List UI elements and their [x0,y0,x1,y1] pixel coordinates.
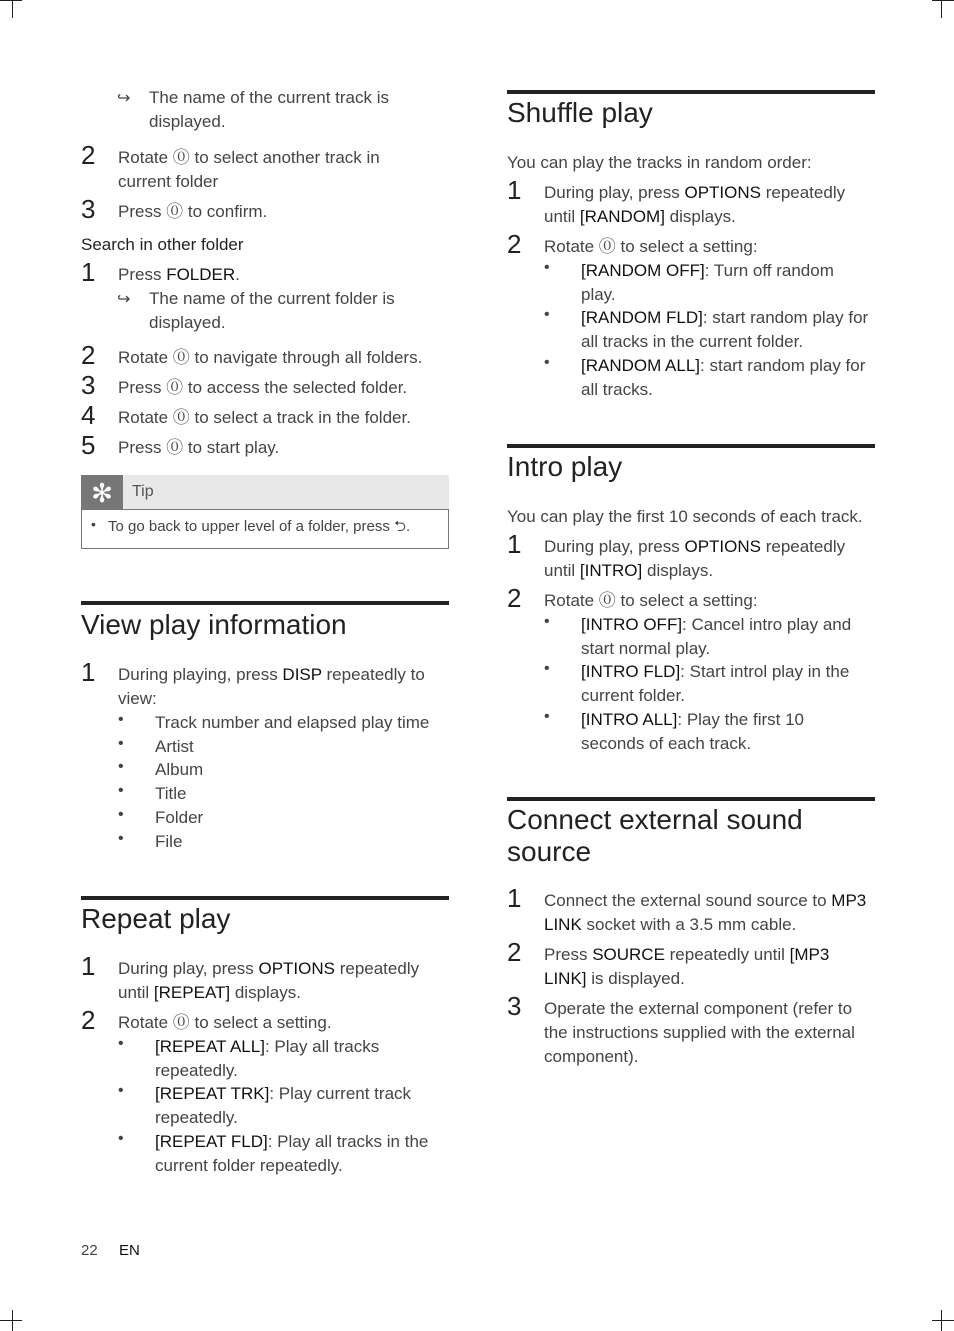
bullet: • [544,708,550,725]
step-text: Rotate ⓪ to navigate through all folders. [118,348,423,367]
list-item: [REPEAT FLD]: Play all tracks in the current folder repeatedly. [155,1132,429,1175]
step-text: Rotate ⓪ to select a setting. [118,1013,332,1032]
step-number: 1 [81,951,96,981]
section-title: Intro play [507,451,623,482]
section-rule [81,896,449,900]
result-arrow-icon: ↪ [117,90,131,107]
section-intro: You can play the first 10 seconds of each track. [507,507,863,526]
section-rule [81,601,449,605]
step-text: Press SOURCE repeatedly until [MP3 LINK] is displayed. [544,945,830,988]
list-item: Album [155,760,204,779]
step-text: Rotate ⓪ to select another track in current folder [118,148,380,191]
list-item: [RANDOM ALL]: start random play for all tracks. [581,356,866,399]
section-title: Connect external sound source [507,804,803,867]
bullet: • [118,782,124,799]
crop-mark [12,0,13,18]
step-number: 2 [81,1005,96,1035]
bullet: • [544,306,550,323]
step-number: 1 [81,657,96,687]
step-number: 3 [507,991,522,1021]
list-item: File [155,832,183,851]
result-text: The name of the current folder is displayed. [149,289,395,332]
subsection-title: Search in other folder [81,235,244,254]
step-number: 3 [81,194,96,224]
step-text: Press FOLDER. [118,265,240,284]
tip-text: To go back to upper level of a folder, press ⮌. [108,518,411,535]
step-number: 2 [81,140,96,170]
bullet: • [118,806,124,823]
tip-asterisk-icon: ✻ [81,475,123,509]
list-item: [RANDOM OFF]: Turn off random play. [581,261,834,304]
crop-mark [12,1310,13,1331]
step-text: During play, press OPTIONS repeatedly until [REPEAT] displays. [118,959,420,1002]
step-text: During playing, press DISP repeatedly to view: [118,665,425,708]
section-intro: You can play the tracks in random order: [507,153,812,172]
list-item: [INTRO ALL]: Play the first 10 seconds of each track. [581,710,804,753]
language-code: EN [119,1242,140,1259]
tip-label: Tip [132,483,154,500]
step-number: 1 [81,257,96,287]
bullet: • [118,1035,124,1052]
bullet: • [544,259,550,276]
list-item: Artist [155,737,194,756]
step-text: During play, press OPTIONS repeatedly until [RANDOM] displays. [544,183,846,226]
list-item: Track number and elapsed play time [155,713,430,732]
result-arrow-icon: ↪ [117,291,131,308]
list-item: [INTRO OFF]: Cancel intro play and start normal play. [581,615,852,658]
step-number: 3 [81,370,96,400]
step-number: 2 [507,583,522,613]
bullet: • [118,711,124,728]
step-number: 2 [81,340,96,370]
step-text: Rotate ⓪ to select a track in the folder. [118,408,411,427]
list-item: [RANDOM FLD]: start random play for all tracks in the current folder. [581,308,869,351]
step-text: Press ⓪ to confirm. [118,202,268,221]
section-rule [507,90,875,94]
bullet: • [118,735,124,752]
bullet: • [544,660,550,677]
section-rule [507,797,875,801]
step-number: 2 [507,229,522,259]
bullet: • [118,830,124,847]
list-item: Title [155,784,187,803]
crop-mark [941,0,942,18]
list-item: [REPEAT TRK]: Play current track repeatedly. [155,1084,412,1127]
bullet: • [118,758,124,775]
list-item: [REPEAT ALL]: Play all tracks repeatedly. [155,1037,380,1080]
step-number: 1 [507,883,522,913]
step-number: 5 [81,430,96,460]
step-text: During play, press OPTIONS repeatedly until [INTRO] displays. [544,537,846,580]
section-title: Repeat play [81,903,231,934]
bullet: • [544,354,550,371]
step-text: Operate the external component (refer to the instructions supplied with the external component). [544,999,855,1066]
crop-mark [941,1310,942,1331]
list-item: Folder [155,808,204,827]
step-text: Rotate ⓪ to select a setting: [544,591,758,610]
step-text: Rotate ⓪ to select a setting: [544,237,758,256]
section-rule [507,444,875,448]
step-text: Press ⓪ to access the selected folder. [118,378,408,397]
crop-mark [932,0,954,1]
crop-mark [0,0,22,1]
step-number: 4 [81,400,96,430]
step-text: Connect the external sound source to MP3 LINK socket with a 3.5 mm cable. [544,891,867,934]
step-text: Press ⓪ to start play. [118,438,280,457]
section-title: Shuffle play [507,97,653,128]
bullet: • [118,1130,124,1147]
section-title: View play information [81,609,347,640]
step-number: 1 [507,175,522,205]
result-text: The name of the current track is displayed. [149,88,389,131]
crop-mark [0,1320,22,1321]
crop-mark [932,1320,954,1321]
step-number: 2 [507,937,522,967]
list-item: [INTRO FLD]: Start introl play in the current folder. [581,662,850,705]
step-number: 1 [507,529,522,559]
bullet: • [91,516,96,532]
bullet: • [544,613,550,630]
bullet: • [118,1082,124,1099]
page-number: 22 [81,1242,98,1259]
